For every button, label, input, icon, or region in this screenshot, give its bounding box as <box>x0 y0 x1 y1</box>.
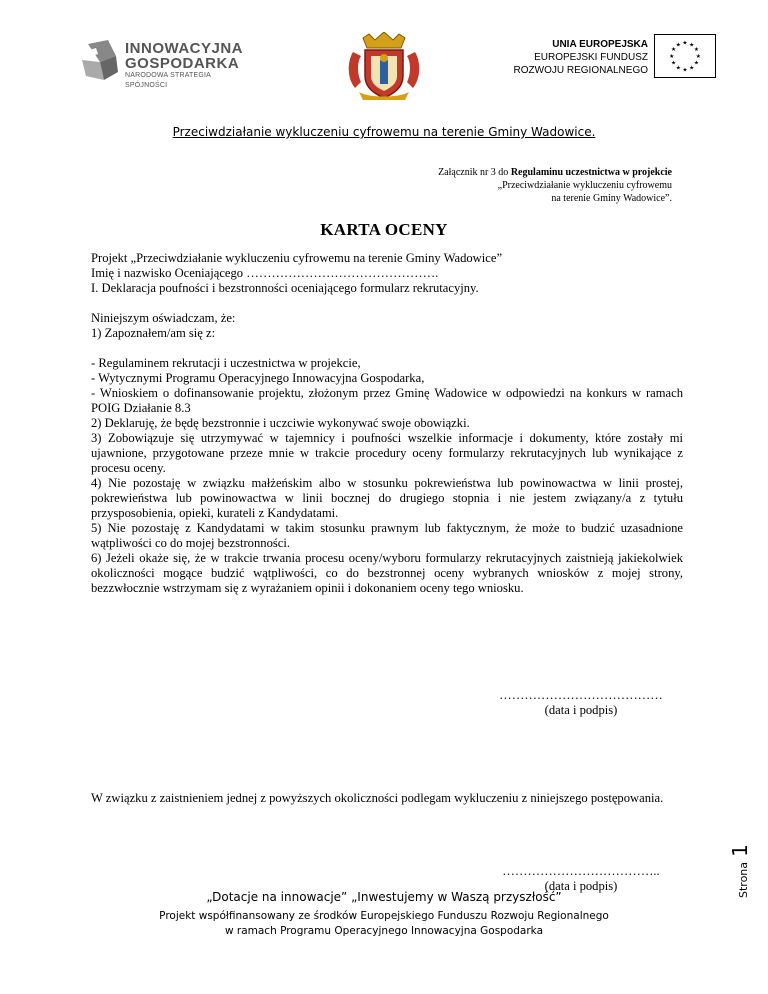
ig-logo-line2: GOSPODARKA <box>125 55 240 72</box>
list-item: - Regulaminem rekrutacji i uczestnictwa w projekcie, <box>91 356 361 370</box>
svg-text:★: ★ <box>682 67 688 74</box>
intro-project: Projekt „Przeciwdziałanie wykluczeniu cyfrowemu na terenie Gminy Wadowice” <box>91 251 503 265</box>
eu-flag-icon <box>654 34 716 78</box>
annex-line3: na terenie Gminy Wadowice”. <box>551 193 672 204</box>
svg-text:★: ★ <box>695 53 701 60</box>
svg-text:★: ★ <box>669 53 675 60</box>
footer-line1: Projekt współfinansowany ze środków Europejskiego Funduszu Rozwoju Regionalnego <box>159 910 609 922</box>
signature-block-1 <box>486 688 676 718</box>
declare-item-1: 1) Zapoznałem/am się z: <box>91 326 216 340</box>
intro-section-heading: I. Deklaracja poufności i bezstronności oceniającego formularz rekrutacyjny. <box>91 281 479 295</box>
signature-label: (data i podpis) <box>544 703 618 717</box>
svg-text:★: ★ <box>675 65 681 72</box>
svg-text:★: ★ <box>689 65 695 72</box>
svg-text:★: ★ <box>693 60 700 67</box>
exclusion-note: W związku z zaistnieniem jednej z powyższych okoliczności podlegam wykluczeniu z niniejszego postępowania. <box>91 791 664 805</box>
list-item: - Wytycznymi Programu Operacyjnego Innowacyjna Gospodarka, <box>91 371 425 385</box>
signature-dots: ………………………………… <box>499 688 663 702</box>
page-number: 1 <box>728 844 752 857</box>
page-marker-label: Strona <box>737 861 750 898</box>
project-title: Przeciwdziałanie wykluczeniu cyfrowemu na terenie Gminy Wadowice. <box>172 125 596 139</box>
annex-line1-bold: Regulaminu uczestnictwa w projekcie <box>510 167 672 178</box>
wadowice-crest-icon <box>345 32 423 102</box>
eu-fund-label <box>514 38 648 77</box>
declare-intro: Niniejszym oświadczam, że: <box>91 311 236 325</box>
eu-line1: UNIA EUROPEJSKA <box>552 39 648 50</box>
svg-text:★: ★ <box>670 47 677 54</box>
annex-line1-prefix: Załącznik nr 3 do <box>438 167 511 178</box>
svg-text:★: ★ <box>670 60 677 67</box>
innowacyjna-gospodarka-logo <box>80 38 250 89</box>
document-title: KARTA OCENY <box>320 220 448 239</box>
svg-text:★: ★ <box>693 47 700 54</box>
intro-evaluator-name: Imię i nazwisko Oceniającego ………………………………………. <box>91 266 439 280</box>
eu-line3: ROZWOJU REGIONALNEGO <box>513 65 648 76</box>
document-body <box>91 251 683 596</box>
list-item: - Wnioskiem o dofinansowanie projektu, złożonym przez Gminę Wadowice w odpowiedzi na konkurs w ramach POIG Działanie 8.3 <box>91 386 683 415</box>
list-item: 6) Jeżeli okaże się, że w trakcie trwania procesu oceny/wyboru formularzy rekrutacyjnych zaistnieją jakiekolwiek okoliczności mogące budzić wątpliwości, co do bezstronnej oceny wybranych wniosków z mojej strony, bezzwłocznie wstrzymam się z wyrażaniem opinii i dokonaniem oceny tego wniosku. <box>91 551 683 595</box>
annex-line1 <box>342 166 672 179</box>
annex-line2: „Przeciwdziałanie wykluczeniu cyfrowemu <box>497 180 672 191</box>
list-item: 3) Zobowiązuje się utrzymywać w tajemnicy i poufności wszelkie informacje i dokumenty, które zostały mi ujawnione, przygotowane przeze mnie w trakcie procedury oceny formularzy rekrutacyjnych lub wynikające z procesu oceny. <box>91 431 683 475</box>
signature-dots: ……………………………….. <box>502 864 660 878</box>
svg-text:★: ★ <box>682 40 688 47</box>
footer-line2: w ramach Programu Operacyjnego Innowacyjna Gospodarka <box>224 925 544 937</box>
list-item: 2) Deklaruję, że będę bezstronnie i uczciwie wykonywać swoje obowiązki. <box>91 416 470 430</box>
page-marker <box>680 820 760 900</box>
eu-line2: EUROPEJSKI FUNDUSZ <box>534 52 648 63</box>
signature-label: (data i podpis) <box>544 879 618 893</box>
footer-cofinancing <box>0 909 768 939</box>
list-item: 5) Nie pozostaję z Kandydatami w takim stosunku prawnym lub faktycznym, że może to budzić uzasadnione wątpliwości co do mojej bezstronności. <box>91 521 683 550</box>
ig-logo-line1: INNOWACYJNA <box>125 40 244 57</box>
footer-slogan: „Dotacje na innowacje” „Inwestujemy w Waszą przyszłość” <box>206 890 562 904</box>
list-item: 4) Nie pozostaję w związku małżeńskim albo w stosunku pokrewieństwa lub powinowactwa w linii prostej, pokrewieństwa lub powinowactwa w linii bocznej do drugiego stopnia i nie jestem związany/a z tytułu przysposobienia, opieki, kurateli z Kandydatami. <box>91 476 683 520</box>
svg-text:★: ★ <box>689 42 695 49</box>
annex-note <box>342 166 672 205</box>
ig-logo-line3: NARODOWA STRATEGIA SPÓJNOŚCI <box>125 72 211 89</box>
svg-text:★: ★ <box>675 42 681 49</box>
ig-star-icon <box>80 38 120 82</box>
